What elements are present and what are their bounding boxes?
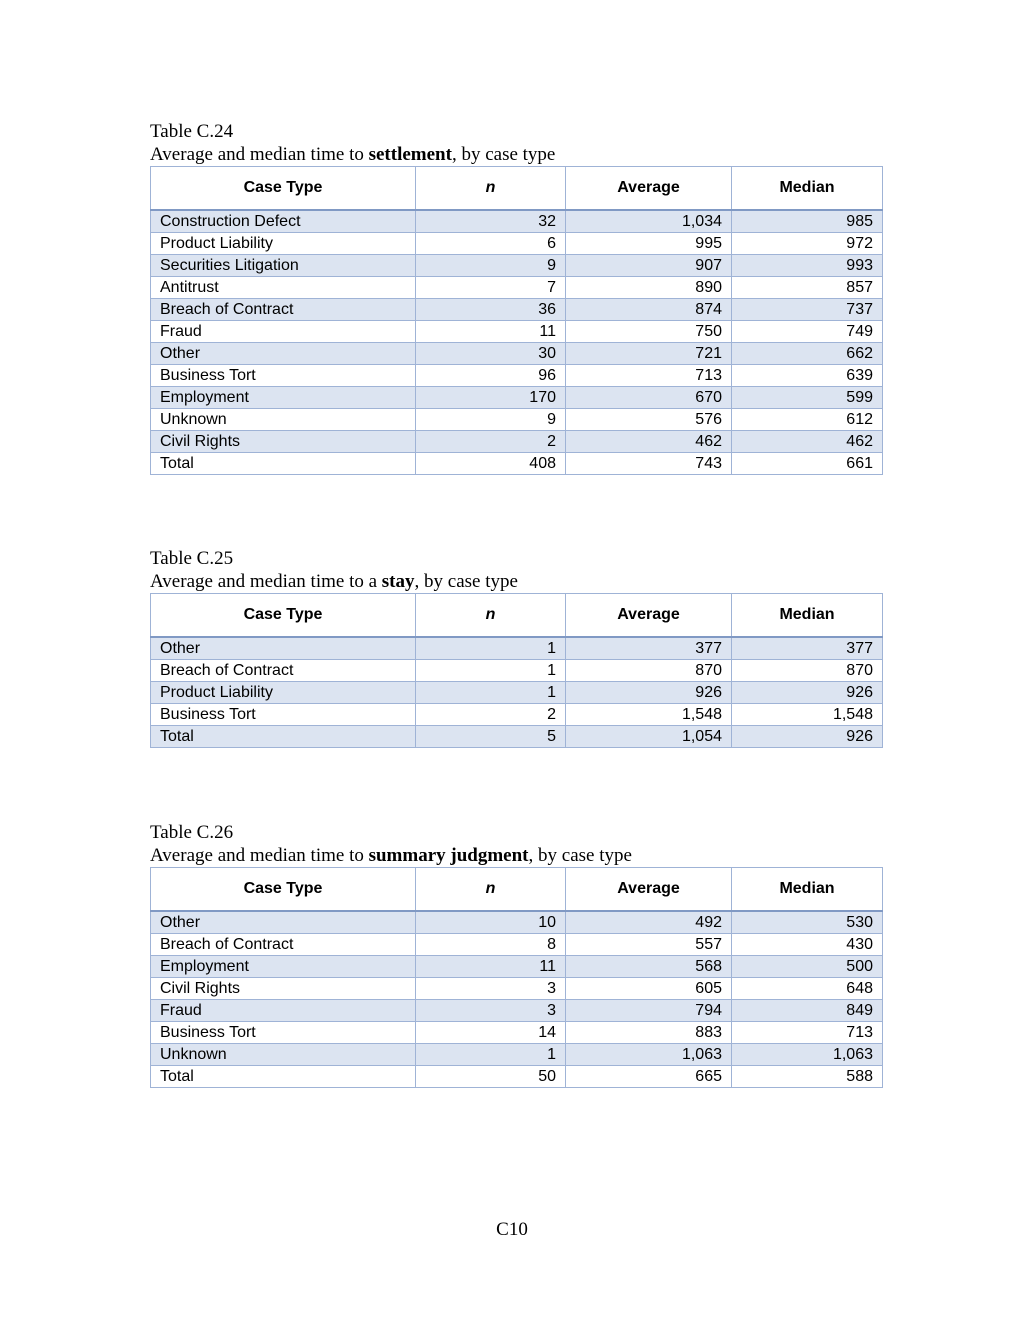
cell-n: 2 (416, 431, 566, 453)
cell-n: 11 (416, 956, 566, 978)
cell-average: 883 (566, 1022, 732, 1044)
cell-average: 462 (566, 431, 732, 453)
table-header-row (151, 868, 883, 912)
caption-text: Average and median time to (150, 144, 369, 165)
column-header-average: Average (566, 594, 732, 638)
cell-median: 870 (732, 660, 883, 682)
cell-median: 926 (732, 726, 883, 748)
cell-average: 743 (566, 453, 732, 475)
cell-median: 530 (732, 911, 883, 934)
cell-case-type: Business Tort (151, 1022, 416, 1044)
column-header-case-type: Case Type (151, 594, 416, 638)
table-label: Table C.24 (150, 121, 234, 142)
cell-average: 605 (566, 978, 732, 1000)
cell-n: 1 (416, 1044, 566, 1066)
column-header-median: Median (732, 868, 883, 912)
cell-average: 665 (566, 1066, 732, 1088)
cell-case-type: Other (151, 637, 416, 660)
cell-case-type: Other (151, 343, 416, 365)
cell-median: 926 (732, 682, 883, 704)
cell-median: 1,063 (732, 1044, 883, 1066)
cell-average: 557 (566, 934, 732, 956)
cell-median: 639 (732, 365, 883, 387)
cell-median: 662 (732, 343, 883, 365)
cell-n: 408 (416, 453, 566, 475)
table-c24-block (150, 120, 882, 475)
table-c26-block (150, 821, 882, 1088)
table-row (151, 299, 883, 321)
column-header-median: Median (732, 594, 883, 638)
cell-n: 10 (416, 911, 566, 934)
cell-average: 576 (566, 409, 732, 431)
cell-average: 926 (566, 682, 732, 704)
cell-average: 721 (566, 343, 732, 365)
cell-case-type: Business Tort (151, 704, 416, 726)
cell-average: 890 (566, 277, 732, 299)
table-total-row (151, 726, 883, 748)
data-table (150, 867, 883, 1088)
table-caption (150, 570, 882, 593)
cell-average: 794 (566, 1000, 732, 1022)
cell-n: 1 (416, 682, 566, 704)
table-row (151, 660, 883, 682)
cell-case-type: Civil Rights (151, 431, 416, 453)
cell-case-type: Fraud (151, 321, 416, 343)
table-row (151, 365, 883, 387)
cell-case-type: Antitrust (151, 277, 416, 299)
cell-n: 14 (416, 1022, 566, 1044)
cell-median: 661 (732, 453, 883, 475)
cell-average: 750 (566, 321, 732, 343)
cell-n: 8 (416, 934, 566, 956)
cell-average: 377 (566, 637, 732, 660)
cell-case-type: Employment (151, 387, 416, 409)
table-caption (150, 844, 882, 867)
cell-median: 993 (732, 255, 883, 277)
cell-median: 430 (732, 934, 883, 956)
table-row (151, 1000, 883, 1022)
cell-median: 985 (732, 210, 883, 233)
cell-n: 36 (416, 299, 566, 321)
page-number: C10 (496, 1219, 528, 1240)
table-row (151, 978, 883, 1000)
cell-n: 7 (416, 277, 566, 299)
table-row (151, 704, 883, 726)
table-caption (150, 143, 882, 166)
caption-emphasis: stay (381, 571, 415, 592)
cell-n: 3 (416, 978, 566, 1000)
cell-case-type: Employment (151, 956, 416, 978)
table-total-row (151, 1066, 883, 1088)
cell-median: 599 (732, 387, 883, 409)
table-row (151, 255, 883, 277)
cell-median: 749 (732, 321, 883, 343)
cell-n: 30 (416, 343, 566, 365)
cell-n: 50 (416, 1066, 566, 1088)
cell-average: 1,063 (566, 1044, 732, 1066)
cell-median: 377 (732, 637, 883, 660)
cell-n: 32 (416, 210, 566, 233)
caption-text: , by case type (451, 144, 556, 165)
table-row (151, 387, 883, 409)
cell-median: 1,548 (732, 704, 883, 726)
cell-average: 492 (566, 911, 732, 934)
cell-average: 995 (566, 233, 732, 255)
cell-median: 713 (732, 1022, 883, 1044)
cell-case-type: Securities Litigation (151, 255, 416, 277)
column-header-average: Average (566, 868, 732, 912)
table-row (151, 343, 883, 365)
column-header-n: n (416, 167, 566, 211)
table-row (151, 321, 883, 343)
cell-case-type: Product Liability (151, 682, 416, 704)
column-header-median: Median (732, 167, 883, 211)
cell-median: 857 (732, 277, 883, 299)
column-header-average: Average (566, 167, 732, 211)
caption-emphasis: settlement (368, 144, 452, 165)
cell-median: 612 (732, 409, 883, 431)
data-table (150, 166, 883, 475)
table-row (151, 1044, 883, 1066)
cell-median: 462 (732, 431, 883, 453)
caption-text: Average and median time to a (150, 571, 382, 592)
table-row (151, 682, 883, 704)
cell-case-type: Total (151, 1066, 416, 1088)
cell-n: 1 (416, 637, 566, 660)
cell-case-type: Product Liability (151, 233, 416, 255)
cell-n: 6 (416, 233, 566, 255)
table-total-row (151, 453, 883, 475)
cell-case-type: Civil Rights (151, 978, 416, 1000)
table-label: Table C.25 (150, 548, 234, 569)
column-header-case-type: Case Type (151, 167, 416, 211)
table-label: Table C.26 (150, 822, 234, 843)
cell-n: 96 (416, 365, 566, 387)
cell-average: 1,548 (566, 704, 732, 726)
cell-median: 648 (732, 978, 883, 1000)
caption-emphasis: summary judgment (368, 845, 529, 866)
table-row (151, 409, 883, 431)
cell-average: 870 (566, 660, 732, 682)
cell-average: 670 (566, 387, 732, 409)
table-row (151, 934, 883, 956)
table-row (151, 911, 883, 934)
table-row (151, 637, 883, 660)
table-row (151, 431, 883, 453)
column-header-n: n (416, 868, 566, 912)
cell-n: 11 (416, 321, 566, 343)
cell-case-type: Unknown (151, 409, 416, 431)
table-row (151, 277, 883, 299)
cell-median: 849 (732, 1000, 883, 1022)
cell-case-type: Total (151, 453, 416, 475)
cell-n: 9 (416, 409, 566, 431)
cell-average: 568 (566, 956, 732, 978)
column-header-n: n (416, 594, 566, 638)
cell-median: 500 (732, 956, 883, 978)
cell-average: 907 (566, 255, 732, 277)
cell-case-type: Construction Defect (151, 210, 416, 233)
cell-case-type: Unknown (151, 1044, 416, 1066)
cell-median: 737 (732, 299, 883, 321)
cell-case-type: Fraud (151, 1000, 416, 1022)
cell-n: 5 (416, 726, 566, 748)
table-header-row (151, 167, 883, 211)
data-table (150, 593, 883, 748)
caption-text: , by case type (414, 571, 518, 592)
column-header-case-type: Case Type (151, 868, 416, 912)
cell-median: 972 (732, 233, 883, 255)
cell-average: 874 (566, 299, 732, 321)
cell-average: 1,054 (566, 726, 732, 748)
cell-case-type: Breach of Contract (151, 299, 416, 321)
cell-case-type: Business Tort (151, 365, 416, 387)
cell-median: 588 (732, 1066, 883, 1088)
cell-case-type: Total (151, 726, 416, 748)
cell-n: 170 (416, 387, 566, 409)
cell-n: 9 (416, 255, 566, 277)
cell-n: 3 (416, 1000, 566, 1022)
cell-n: 2 (416, 704, 566, 726)
table-row (151, 956, 883, 978)
table-header-row (151, 594, 883, 638)
caption-text: , by case type (528, 845, 632, 866)
table-row (151, 233, 883, 255)
table-row (151, 1022, 883, 1044)
cell-case-type: Other (151, 911, 416, 934)
cell-n: 1 (416, 660, 566, 682)
caption-text: Average and median time to (150, 845, 369, 866)
table-c25-block (150, 547, 882, 748)
cell-case-type: Breach of Contract (151, 660, 416, 682)
table-row (151, 210, 883, 233)
cell-average: 713 (566, 365, 732, 387)
cell-case-type: Breach of Contract (151, 934, 416, 956)
cell-average: 1,034 (566, 210, 732, 233)
